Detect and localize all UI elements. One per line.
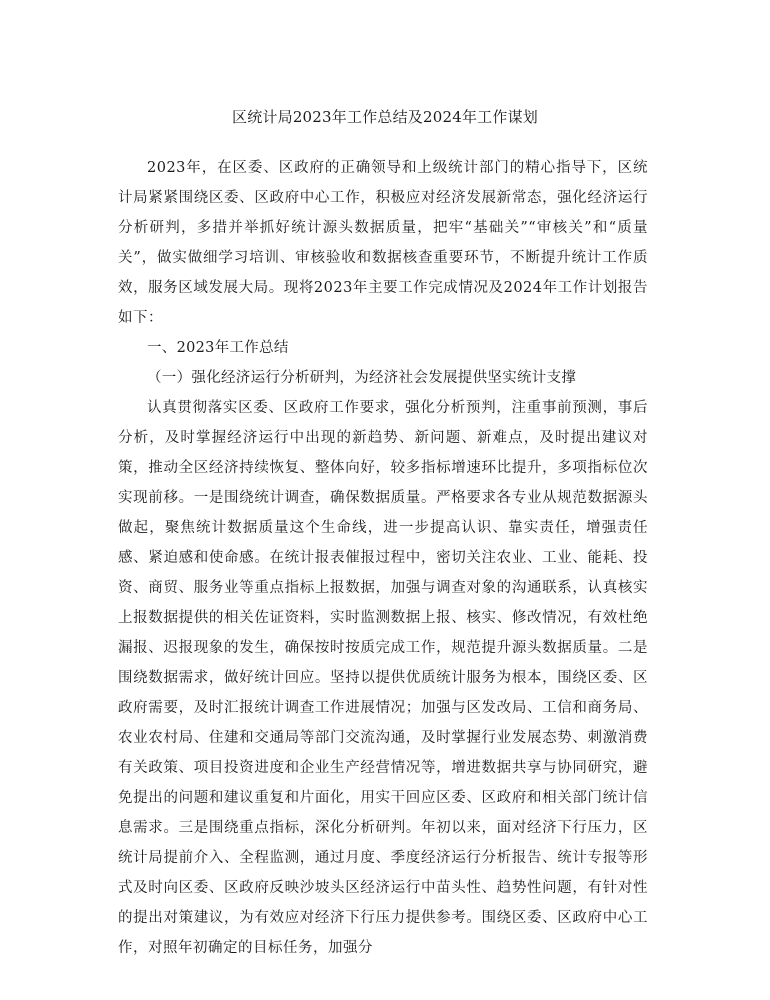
document-body — [118, 153, 648, 963]
subsection-heading: （一）强化经济运行分析研判，为经济社会发展提供坚实统计支撑 — [147, 370, 577, 386]
document-title: 区统计局2023年工作总结及2024年工作谋划 — [232, 108, 538, 126]
intro-paragraph: 2023年，在区委、区政府的正确领导和上级统计部门的精心指导下，区统计局紧紧围绕区委、区政府中心工作，积极应对经济发展新常态，强化经济运行分析研判，多措并举抓好统计源头数据质量，把牢“基础关”“审核关”和“质量关”，做实做细学习培训、审核验收和数据核查重要环节，不断提升统计工作质效，服务区域发展大局。现将2023年主要工作完成情况及2024年工作计划报告如下： — [118, 160, 648, 326]
section-heading: 一、2023年工作总结 — [147, 340, 289, 356]
body-paragraph: 认真贯彻落实区委、区政府工作要求，强化分析预判，注重事前预测，事后分析，及时掌握经济运行中出现的新趋势、新问题、新难点，及时提出建议对策，推动全区经济持续恢复、整体向好，较多指标增速环比提升，多项指标位次实现前移。一是围绕统计调查，确保数据质量。严格要求各专业从规范数据源头做起，聚焦统计数据质量这个生命线，进一步提高认识、靠实责任，增强责任感、紧迫感和使命感。在统计报表催报过程中，密切关注农业、工业、能耗、投资、商贸、服务业等重点指标上报数据，加强与调查对象的沟通联系，认真核实上报数据提供的相关佐证资料，实时监测数据上报、核实、修改情况，有效杜绝漏报、迟报现象的发生，确保按时按质完成工作，规范提升源头数据质量。二是围绕数据需求，做好统计回应。坚持以提供优质统计服务为根本，围绕区委、区政府需要，及时汇报统计调查工作进展情况；加强与区发改局、工信和商务局、农业农村局、住建和交通局等部门交流沟通，及时掌握行业发展态势、刺激消费有关政策、项目投资进度和企业生产经营情况等，增进数据共享与协同研究，避免提出的问题和建议重复和片面化，用实干回应区委、区政府和相关部门统计信息需求。三是围绕重点指标，深化分析研判。年初以来，面对经济下行压力，区统计局提前介入、全程监测，通过月度、季度经济运行分析报告、统计专报等形式及时向区委、区政府反映沙坡头区经济运行中苗头性、趋势性问题，有针对性的提出对策建议，为有效应对经济下行压力提供参考。围绕区委、区政府中心工作，对照年初确定的目标任务，加强分 — [118, 400, 648, 956]
